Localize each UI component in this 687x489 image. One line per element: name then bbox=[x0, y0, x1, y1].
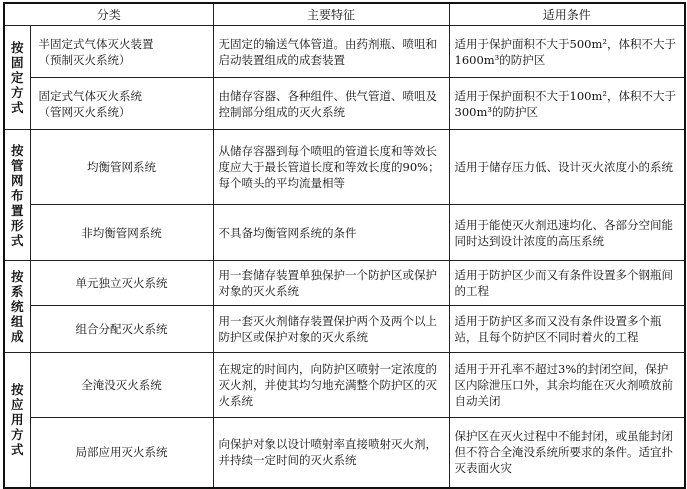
table-row bbox=[4, 26, 685, 78]
table-row bbox=[4, 353, 685, 418]
category-cell bbox=[4, 353, 30, 488]
header-category: 分类 bbox=[4, 3, 213, 26]
table-row bbox=[4, 78, 685, 130]
features-cell: 用一套储存装置单独保护一个防护区或保护对象的灭火系统 bbox=[213, 261, 449, 306]
system-name-cell bbox=[30, 78, 213, 130]
system-name-cell: 局部应用灭火系统 bbox=[30, 418, 213, 488]
category-label: 按系统组成 bbox=[10, 269, 24, 344]
system-name-line: 半固定式气体灭火装置 bbox=[38, 36, 154, 51]
table-row bbox=[4, 130, 685, 205]
table-row bbox=[4, 261, 685, 306]
conditions-cell: 适用于防护区多而又没有条件设置多个瓶站，且每个防护区不同时着火的工程 bbox=[449, 306, 685, 353]
conditions-cell: 适用于开孔率不超过3%的封闭空间，保护区内除泄压口外，其余均能在灭火剂喷放前自动关闭 bbox=[449, 353, 685, 418]
features-cell: 不具备均衡管网系统的条件 bbox=[213, 205, 449, 261]
header-features: 主要特征 bbox=[213, 3, 449, 26]
system-name-cell bbox=[30, 26, 213, 78]
system-name-cell: 均衡管网系统 bbox=[30, 130, 213, 205]
conditions-cell: 适用于防护区少而又有条件设置多个钢瓶间的工程 bbox=[449, 261, 685, 306]
features-cell: 由储存容器、各种组件、供气管道、喷咀及控制部分组成的灭火系统 bbox=[213, 78, 449, 130]
table-row bbox=[4, 306, 685, 353]
conditions-cell: 适用于保护面积不大于500m²，体积不大于1600m³的防护区 bbox=[449, 26, 685, 78]
category-cell bbox=[4, 26, 30, 130]
fire-suppression-classification-table bbox=[3, 2, 686, 489]
system-name-cell: 组合分配灭火系统 bbox=[30, 306, 213, 353]
header-conditions: 适用条件 bbox=[449, 3, 685, 26]
features-cell: 无固定的输送气体管道。由药剂瓶、喷咀和启动装置组成的成套装置 bbox=[213, 26, 449, 78]
header-row bbox=[4, 3, 685, 26]
conditions-cell: 适用于能使灭火剂迅速均化、各部分空间能同时达到设计浓度的高压系统 bbox=[449, 205, 685, 261]
conditions-cell: 适用于保护面积不大于100m²，体积不大于300m³的防护区 bbox=[449, 78, 685, 130]
system-name-line: 固定式气体灭火系统 bbox=[38, 88, 142, 103]
system-name-cell: 非均衡管网系统 bbox=[30, 205, 213, 261]
conditions-cell: 保护区在灭火过程中不能封闭，或虽能封闭但不符合全淹没系统所要求的条件。适宜扑灭表面火灾 bbox=[449, 418, 685, 488]
table-row bbox=[4, 418, 685, 488]
system-name-line: （预制灭火系统） bbox=[38, 52, 131, 67]
category-label: 按应用方式 bbox=[10, 382, 24, 458]
features-cell: 向保护对象以设计喷射率直接喷射灭火剂，并持续一定时间的灭火系统 bbox=[213, 418, 449, 488]
category-cell bbox=[4, 261, 30, 353]
category-label: 按管网布置形式 bbox=[10, 142, 24, 248]
conditions-cell: 适用于储存压力低、设计灭火浓度小的系统 bbox=[449, 130, 685, 205]
category-label: 按固定方式 bbox=[10, 40, 24, 115]
system-name-cell: 单元独立灭火系统 bbox=[30, 261, 213, 306]
features-cell: 从储存容器到每个喷咀的管道长度和等效长度应大于最长管道长度和等效长度的90%；每个喷头的平均流量相等 bbox=[213, 130, 449, 205]
features-cell: 用一套灭火剂储存装置保护两个及两个以上防护区或保护对象的灭火系统 bbox=[213, 306, 449, 353]
category-cell bbox=[4, 130, 30, 261]
table-row bbox=[4, 205, 685, 261]
system-name-cell: 全淹没灭火系统 bbox=[30, 353, 213, 418]
system-name-line: （管网灭火系统） bbox=[38, 104, 131, 119]
features-cell: 在规定的时间内，向防护区喷射一定浓度的灭火剂，并使其均匀地充满整个防护区的灭火系统 bbox=[213, 353, 449, 418]
